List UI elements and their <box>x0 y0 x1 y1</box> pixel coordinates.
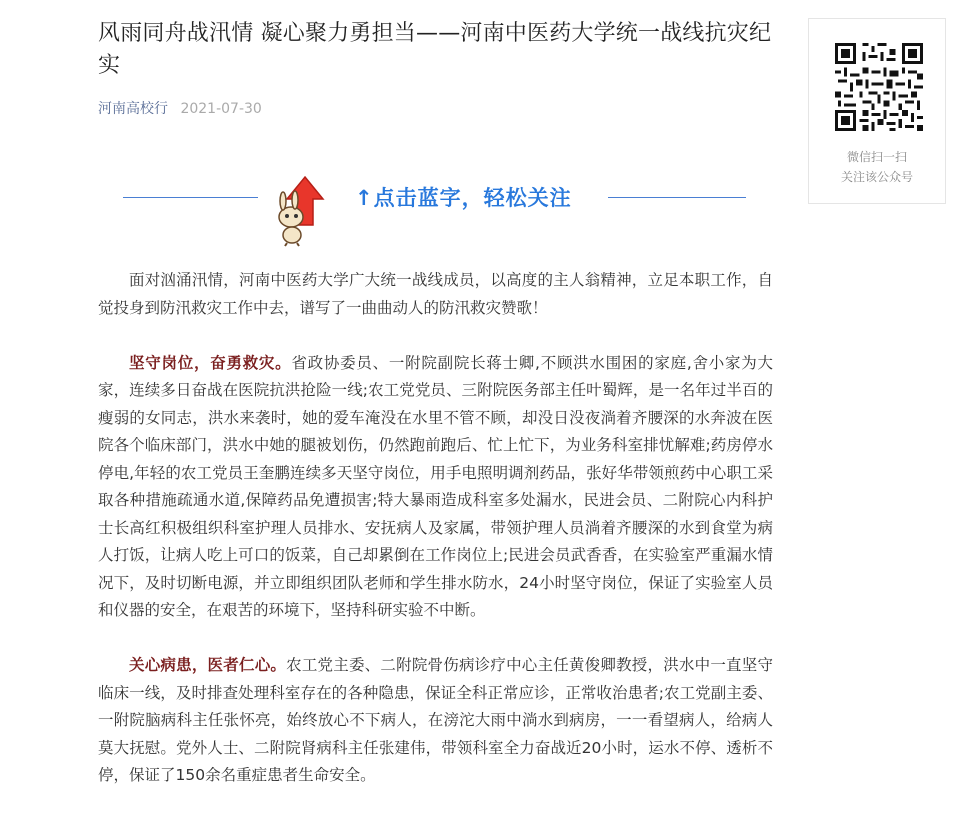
publish-date: 2021-07-30 <box>180 101 262 117</box>
paragraph-lead: 关心病患，医者仁心。 <box>129 656 287 674</box>
article <box>98 18 773 817</box>
article-title: 风雨同舟战汛情 凝心聚力勇担当——河南中医药大学统一战线抗灾纪实 <box>98 21 772 78</box>
qr-code-icon[interactable] <box>835 43 923 131</box>
mascot-arrow-icon <box>275 175 337 247</box>
follow-prompt-text[interactable]: ↑点击蓝字，轻松关注 <box>355 186 572 210</box>
qr-caption-line1: 微信扫一扫 <box>846 150 907 164</box>
paragraph-text: 面对汹涌汛情，河南中医药大学广大统一战线成员，以高度的主人翁精神，立足本职工作，自觉投身到防汛救灾工作中去，谱写了一曲曲动人的防汛救灾赞歌！ <box>98 271 773 317</box>
paragraph <box>98 350 773 625</box>
article-meta <box>98 99 773 119</box>
article-body <box>98 267 773 790</box>
paragraph <box>98 652 773 790</box>
banner-divider-right <box>608 197 746 198</box>
account-name-link[interactable]: 河南高校行 <box>98 101 168 117</box>
banner-divider-left <box>123 197 258 198</box>
follow-banner[interactable] <box>98 145 773 215</box>
qr-caption <box>809 147 945 187</box>
paragraph <box>98 267 773 322</box>
paragraph-text: 农工党主委、二附院骨伤病诊疗中心主任黄俊卿教授，洪水中一直坚守临床一线，及时排查处理科室存在的各种隐患，保证全科正常应诊，正常收治患者;农工党副主委、一附院脑病科主任张怀亮，始终放心不下病人，在滂沱大雨中淌水到病房，一一看望病人，给病人莫大抚慰。党外人士、二附院肾病科主任张建伟，带领科室全力奋战近20小时，运水不停、透析不停，保证了150余名重症患者生命安全。 <box>98 656 773 784</box>
paragraph-lead: 坚守岗位，奋勇救灾。 <box>129 353 292 372</box>
qr-panel <box>808 18 946 204</box>
paragraph-text: 省政协委员、一附院副院长蒋士卿,不顾洪水围困的家庭,舍小家为大家，连续多日奋战在医院抗洪抢险一线;农工党党员、三附院医务部主任叶蜀辉，是一名年过半百的瘦弱的女同志，洪水来袭时，她的爱车淹没在水里不管不顾，却没日没夜淌着齐腰深的水奔波在医院各个临床部门，洪水中她的腿被划伤，仍然跑前跑后、忙上忙下，为业务科室排忧解难;药房停水停电,年轻的农工党员王奎鹏连续多天坚守岗位，用手电照明调剂药品，张好华带领煎药中心职工采取各种措施疏通水道,保障药品免遭损害;特大暴雨造成科室多处漏水，民进会员、二附院心内科护士长高红积极组织科室护理人员排水、安抚病人及家属，带领护理人员淌着齐腰深的水到食堂为病人打饭，让病人吃上可口的饭菜，自己却累倒在工作岗位上;民进会员武香香，在实验室严重漏水情况下，及时切断电源，并立即组织团队老师和学生排水防水，24小时坚守岗位，保证了实验室人员和仪器的安全，在艰苦的环境下，坚持科研实验不中断。 <box>98 353 773 619</box>
qr-caption-line2: 关注该公众号 <box>840 170 913 184</box>
